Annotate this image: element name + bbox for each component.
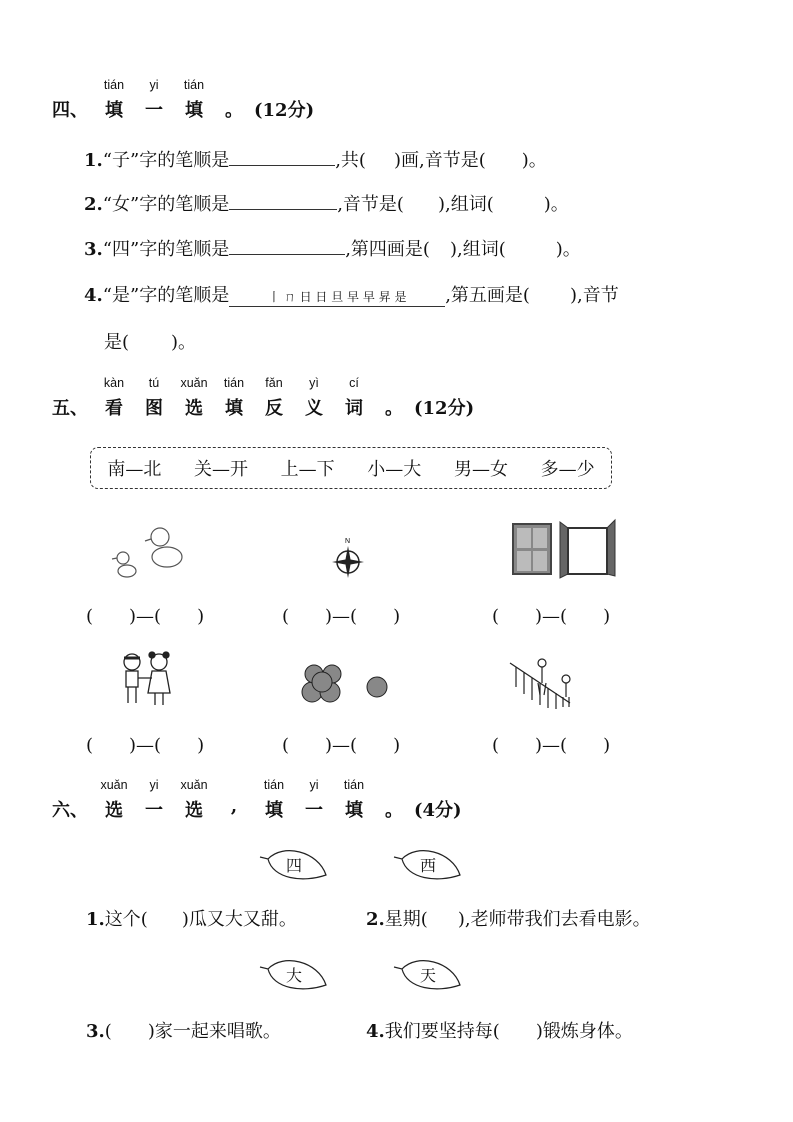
question-4: 4. “是”字的笔顺是 丨 ㄇ 日 日 旦 早 早 昇 是 ,第五画是( ),音节 xyxy=(84,285,619,306)
word-pair: 多—少 xyxy=(540,459,595,480)
hanzi: 填 xyxy=(345,800,363,821)
title-char xyxy=(174,376,214,420)
section-number: 四、 xyxy=(52,100,88,121)
hanzi: , xyxy=(230,796,238,817)
title-char xyxy=(94,376,134,420)
hanzi: 填 xyxy=(185,100,203,121)
answer-blank[interactable] xyxy=(229,145,335,166)
answer-pair-ducks[interactable]: ( )—( ) xyxy=(86,606,205,627)
title-char xyxy=(94,778,134,822)
word-bank xyxy=(90,447,612,489)
hanzi: 。 xyxy=(385,800,403,821)
answer-pair-apples[interactable]: ( )—( ) xyxy=(282,735,401,756)
pinyin: tián xyxy=(343,778,365,792)
title-char xyxy=(374,778,414,822)
answer-pair-stairs[interactable]: ( )—( ) xyxy=(492,735,611,756)
hanzi: 。 xyxy=(385,398,403,419)
hanzi: 填 xyxy=(225,398,243,419)
title-char xyxy=(214,78,254,122)
pinyin: tián xyxy=(183,78,205,92)
title-char xyxy=(214,778,254,822)
hanzi: 词 xyxy=(345,398,363,419)
pinyin: yi xyxy=(309,778,319,792)
pinyin: yì xyxy=(309,376,319,390)
section-number: 六、 xyxy=(52,800,88,821)
pinyin: xuǎn xyxy=(100,778,128,792)
title-char xyxy=(334,376,374,420)
word-pair: 小—大 xyxy=(367,459,422,480)
word-pair: 南—北 xyxy=(107,459,162,480)
section5-heading xyxy=(52,376,474,420)
title-char xyxy=(134,376,174,420)
pinyin: tián xyxy=(223,376,245,390)
compass-image xyxy=(328,535,368,580)
pinyin: tú xyxy=(148,376,160,390)
title-char xyxy=(334,778,374,822)
stroke-order-answer: 丨 ㄇ 日 日 旦 早 早 昇 是 xyxy=(229,286,445,307)
pinyin: tián xyxy=(103,78,125,92)
apples-image xyxy=(300,662,395,707)
windows-image xyxy=(510,518,620,580)
section-score: (12分) xyxy=(414,398,475,419)
title-char xyxy=(174,778,214,822)
pinyin: kàn xyxy=(103,376,125,390)
title-char xyxy=(294,376,334,420)
hanzi: 一 xyxy=(145,100,163,121)
pinyin: cí xyxy=(349,376,359,390)
hanzi: 填 xyxy=(265,800,283,821)
word-pair: 上—下 xyxy=(280,459,335,480)
answer-pair-boy-girl[interactable]: ( )—( ) xyxy=(86,735,205,756)
hanzi: 看 xyxy=(105,398,123,419)
boy-girl-image xyxy=(112,650,182,710)
pinyin: xuǎn xyxy=(180,376,208,390)
compass-north-label: N xyxy=(345,538,351,545)
leaf-option[interactable]: 西 xyxy=(392,845,462,883)
section4-heading xyxy=(52,78,314,122)
sentence-2: 2. 星期( ),老师带我们去看电影。 xyxy=(366,909,651,930)
answer-blank[interactable] xyxy=(229,189,337,210)
hanzi: 选 xyxy=(105,800,123,821)
title-char xyxy=(94,78,134,122)
question-3: 3. “四”字的笔顺是 ,第四画是( ),组词( )。 xyxy=(84,234,581,261)
pinyin: xuǎn xyxy=(180,778,208,792)
ducks-image xyxy=(105,525,205,585)
hanzi: 。 xyxy=(225,100,243,121)
pinyin: yi xyxy=(149,78,159,92)
hanzi: 选 xyxy=(185,398,203,419)
leaf-option[interactable]: 四 xyxy=(258,845,328,883)
question-2: 2. “女”字的笔顺是 ,音节是( ),组词( )。 xyxy=(84,189,569,216)
answer-pair-compass[interactable]: ( )—( ) xyxy=(282,606,401,627)
title-char xyxy=(214,376,254,420)
word-pair: 关—开 xyxy=(193,459,248,480)
leaf-option[interactable]: 天 xyxy=(392,955,462,993)
sentence-3: 3. ( )家一起来唱歌。 xyxy=(86,1021,281,1042)
title-char xyxy=(134,78,174,122)
question-1: 1. “子”字的笔顺是 ,共( )画,音节是( )。 xyxy=(84,145,547,172)
title-char xyxy=(294,778,334,822)
question-4-cont: 是( )。 xyxy=(104,332,197,353)
sentence-4: 4. 我们要坚持每( )锻炼身体。 xyxy=(366,1021,633,1042)
hanzi: 反 xyxy=(265,398,283,419)
title-char xyxy=(374,376,414,420)
hanzi: 选 xyxy=(185,800,203,821)
hanzi: 一 xyxy=(145,800,163,821)
hanzi: 填 xyxy=(105,100,123,121)
word-pair: 男—女 xyxy=(453,459,508,480)
title-char xyxy=(134,778,174,822)
section-score: (4分) xyxy=(414,800,462,821)
hanzi: 义 xyxy=(305,398,323,419)
title-char xyxy=(254,376,294,420)
section-score: (12分) xyxy=(254,100,315,121)
sentence-1: 1. 这个( )瓜又大又甜。 xyxy=(86,909,297,930)
answer-blank[interactable] xyxy=(229,234,345,255)
title-char xyxy=(174,78,214,122)
pinyin: yi xyxy=(149,778,159,792)
stairs-image xyxy=(508,655,583,710)
pinyin: tián xyxy=(263,778,285,792)
section-number: 五、 xyxy=(52,398,88,419)
title-char xyxy=(254,778,294,822)
hanzi: 图 xyxy=(145,398,163,419)
section6-heading xyxy=(52,778,462,822)
leaf-option[interactable]: 大 xyxy=(258,955,328,993)
answer-pair-windows[interactable]: ( )—( ) xyxy=(492,606,611,627)
pinyin: fǎn xyxy=(265,376,283,390)
hanzi: 一 xyxy=(305,800,323,821)
